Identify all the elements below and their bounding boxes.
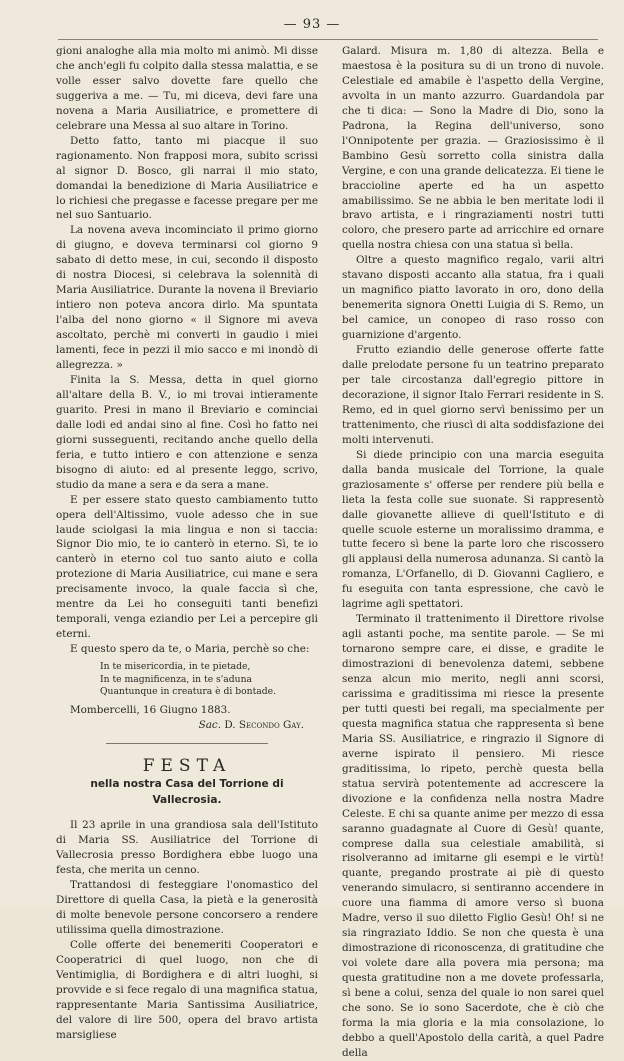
signature-title: Sac. [198, 718, 222, 731]
paragraph: Oltre a questo magnifico regalo, varii altri stavano disposti accanto alla statua, fra i quali un magnifico piatto lavorato in oro, dono della benemerita signora Onetti Luigia di S. Remo, un bel camice, un conopeo di raso rosso con guarnizione d'argento. [342, 254, 604, 342]
signature-author [56, 718, 318, 733]
paragraph: Detto fatto, tanto mi piacque il suo ragionamento. Non frapposi mora, subito scrissi al signor D. Bosco, gli narrai il mio stato, domandai la benedizione di Maria Ausiliatrice e lo richiesi che pregasse e facesse pregare per me nel suo Santuario. [56, 134, 318, 222]
header-rule [58, 39, 598, 40]
paragraph: Galard. Misura m. 1,80 di altezza. Bella e maestosa è la positura su di un trono di nuvole. Celestiale ed amabile è l'aspetto della Vergine, avvolta in un manto azzurro. Guardandola par che ti dica: — Sono la Madre di Dio, sono la Padrona, la Regina dell'universo, sono l'Onnipotente per grazia. — Graziosissimo è il Bambino Gesù sorretto colla sinistra dalla Vergine, e con una grande delicatezza. Ei tiene le braccioline aperte ed ha un aspetto amabilissimo. Se ne abbia le ben meritate lodi il bravo artista, e i ringraziamenti nostri tutti coloro, che presero parte ad arricchire ed ornare quella nostra chiesa con una statua sì bella. [342, 45, 604, 252]
poem [100, 661, 318, 699]
signature-place-date: Mombercelli, 16 Giugno 1883. [70, 703, 231, 716]
paragraph: Terminato il trattenimento il Direttore rivolse agli astanti poche, ma sentite parole. — Se mi tornarono sempre care, ei disse, e gradite le dimostrazioni di benevolenza datemi, sebbene senza alcun mio merito, negli anni scorsi, carissima e graditissima mi riesce la presente per tutti questi bei regali, ma specialmente per questa magnifica statua che rappresenta sì bene Maria SS. Ausiliatrice, e ringrazio il Signore di averne ispirato il pensiero. Mi riesce graditissima, lo ripeto, perchè questa bella statua servirà potentemente ad accrescere la divozione e la confidenza nella nostra Madre Celeste. E chi sa quante anime per mezzo di essa saranno guadagnate al Cuore di Gesù! quante, comprese dalla sua celestiale amabilità, si risolveranno ad imitarne gli esempi e le virtù! quante, pregando prostrate ai piè di questo venerando simulacro, si sentiranno accendere in cuore una fiamma di amore verso sì buona Madre, verso il suo diletto Figlio Gesù! Oh! si ne sia ringraziato Iddio. Se non che questa è una dimostrazione di riconoscenza, di gratitudine che voi volete dare alla povera mia persona; ma questa gratitudine non a me dovete professarla, sì bene a colui, senza del quale io non sarei quel che sono. Se io sono Sacerdote, che è ciò che forma la mia gloria e la mia consolazione, lo debbo a quell'Apostolo della carità, a quel Padre della [342, 613, 604, 1059]
paragraph: E per essere stato questo cambiamento tutto opera dell'Altissimo, vuole adesso che in sue laude sciolgasi la mia lingua e non si taccia: Signor Dio mio, te io canterò in eterno. Sì, te io canterò in eterno col tuo santo aiuto e colla protezione di Maria Ausiliatrice, cui mane e sera precisamente invoco, la quale faccia sì che, mentre da Lei ho conseguiti tanti benefizi temporali, venga eziandio per Lei a percepire gli eterni. [56, 493, 318, 641]
paragraph: Trattandosi di festeggiare l'onomastico del Direttore di quella Casa, la pietà e la generosità di molte benevole persone concorsero a rendere utilissima quella dimostrazione. [56, 879, 318, 937]
section-separator [106, 743, 268, 744]
paragraph: E questo spero da te, o Maria, perchè so che: [70, 643, 310, 656]
paragraph: Il 23 aprile in una grandiosa sala dell'Istituto di Maria SS. Ausiliatrice del Torrione di Vallecrosia presso Bordighera ebbe luogo una festa, che merita un cenno. [56, 819, 318, 877]
paragraph: Colle offerte dei benemeriti Cooperatori e Cooperatrici di quel luogo, non che di Ventimiglia, di Bordighera e di altri luoghi, si provvide e si fece regalo di una magnifica statua, rappresentante Maria Santissima Ausiliatrice, del valore di lire 500, opera del bravo artista marsigliese [56, 939, 318, 1041]
paragraph: La novena aveva incominciato il primo giorno di giugno, e doveva terminarsi col giorno 9 sabato di detto mese, in cui, secondo il disposto di nostra Diocesi, si celebrava la solennità di Maria Ausiliatrice. Durante la novena il Breviario intiero non poteva ancora dirlo. Ma spuntata l'alba del nono giorno « il Signore mi aveva ascoltato, perchè mi converti in gaudio i miei lamenti, fece in pezzi il mio sacco e mi inondò di allegrezza. » [56, 224, 318, 372]
section-title: FESTA [142, 756, 232, 777]
signature-name: D. Secondo Gay. [224, 718, 304, 731]
paragraph: Finita la S. Messa, detta in quel giorno all'altare della B. V., io mi trovai intieramente guarito. Presi in mano il Breviario e cominciai dalle lodi ed andai sino al fine. Così ho fatto nei giorni susseguenti, recitando anche quello della feria, e tutto intiero e con attenzione e senza bisogno di aiuto: ed al presente leggo, scrivo, studio da mane a sera e da sera a mane. [56, 373, 318, 491]
poem-line: Quantunque in creatura è di bontade. [100, 686, 276, 698]
poem-line: In te misericordia, in te pietade, [100, 661, 251, 673]
paragraph: Frutto eziandio delle generose offerte fatte dalle prelodate persone fu un teatrino preparato per tale circostanza dall'egregio pittore in decorazione, il signor Italo Ferrari residente in S. Remo, ed in quel giorno servì benissimo per un trattenimento, che riuscì di alta soddisfazione dei molti intervenuti. [342, 344, 604, 446]
page-number: — 93 — [283, 17, 341, 32]
paragraph: gioni analoghe alla mia molto mi animò. Mi disse che anch'egli fu colpito dalla stessa malattia, e se volle esser salvo dovette fare quello che suggeriva a me. — Tu, mi diceva, devi fare una novena a Maria Ausiliatrice, e promettere di celebrare una Messa al suo altare in Torino. [56, 45, 318, 132]
left-column [56, 44, 318, 1043]
right-column [342, 44, 604, 1061]
poem-line: In te magnificenza, in te s'aduna [100, 673, 252, 685]
section-subtitle: nella nostra Casa del Torrione di Vallecrosia. [90, 778, 284, 807]
paragraph: Si diede principio con una marcia eseguita dalla banda musicale del Torrione, la quale graziosamente s' offerse per rendere più bella e lieta la festa colle sue suonate. Si rappresentò dalle giovanette allieve di quell'Istituto e di quelle scuole esterne un moralissimo dramma, e tutte fecero sì bene la parte loro che riscossero gli applausi della numerosa adunanza. Si cantò la romanza, L'Orfanello, di D. Giovanni Cagliero, e fu eseguita con tanta espressione, che cavò le lagrime agli spettatori. [342, 448, 604, 611]
